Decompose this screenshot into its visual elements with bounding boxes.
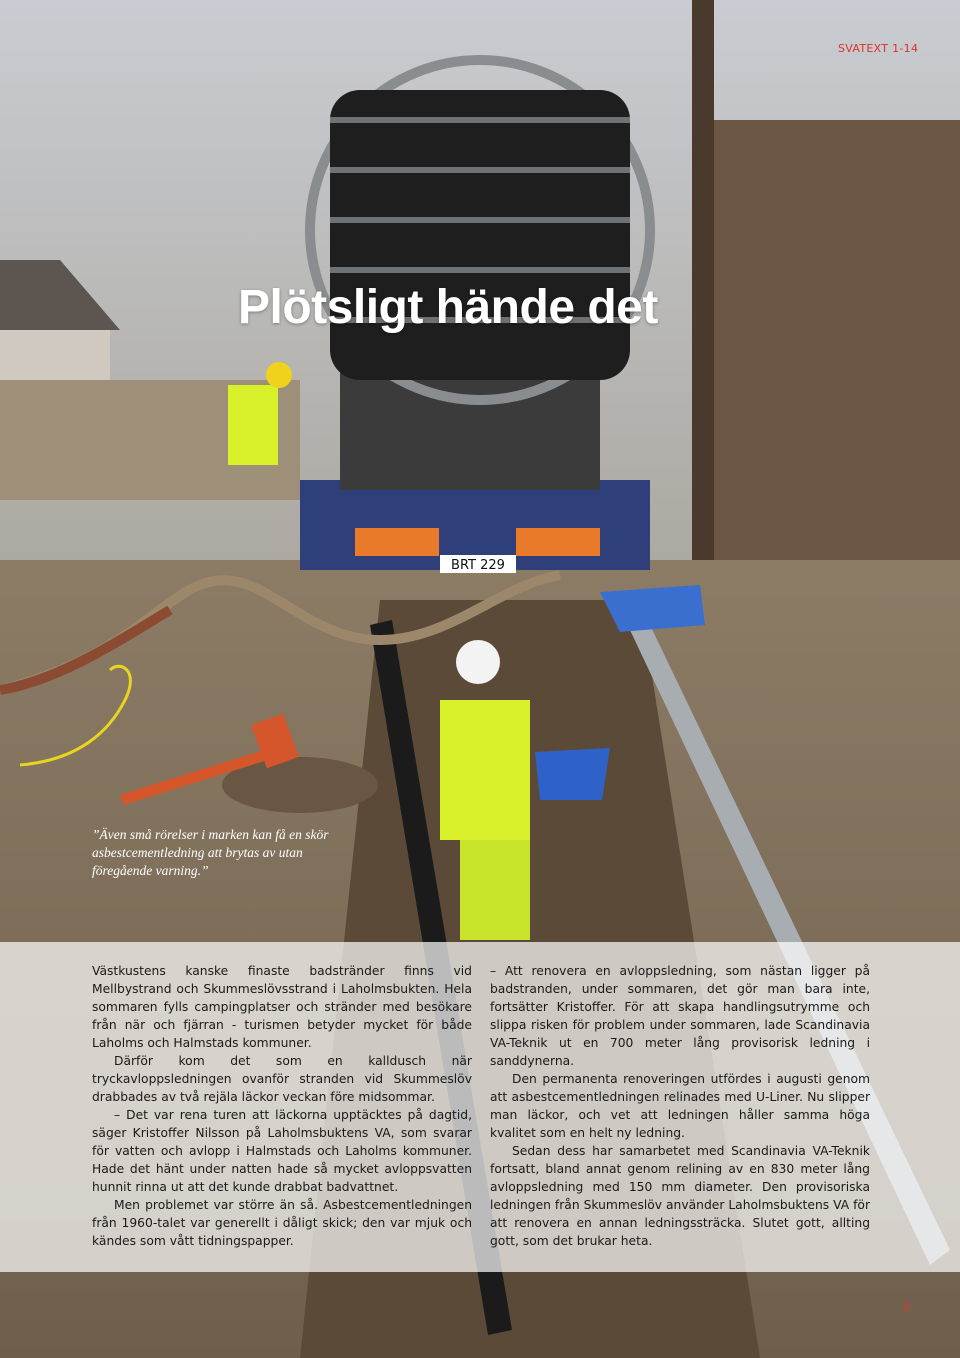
page-number: 3: [902, 1300, 910, 1314]
pull-quote: ”Även små rörelser i marken kan få en skör asbestcementledning att brytas av utan föregående varning.”: [92, 827, 329, 878]
body-column-right: [490, 962, 870, 1250]
paragraph: Västkustens kanske finaste badstränder finns vid Mellbystrand och Skummeslövsstrand i Laholmsbukten. Hela sommaren fylls campingplatser och stränder med besökare från när och fjärran - turismen betyder mycket för både Laholms och Halmstads kommuner.: [92, 964, 472, 1050]
paragraph: Därför kom det som en kalldusch när tryckavloppsledningen ovanför stranden vid Skummeslöv drabbades av två rejäla läckor veckan före midsommar.: [92, 1054, 472, 1104]
section-tag: SVATEXT 1-14: [838, 42, 919, 55]
body-column-left: [92, 962, 472, 1250]
paragraph: – Att renovera en avloppsledning, som nästan ligger på badstranden, under sommaren, det gör man bara inte, fortsätter Kristoffer. För att skapa handlingsutrymme och slippa risken för problem under sommaren, lade Scandinavia VA-Teknik ut en 700 meter lång provisorisk ledning i sanddynerna.: [490, 964, 870, 1068]
paragraph: Sedan dess har samarbetet med Scandinavia VA-Teknik fortsatt, bland annat genom relining av en 830 meter lång avloppsledning med 150 mm diameter. Den provisoriska ledningen från Skummeslöv använder Laholmsbuktens VA för att renovera en annan ledningssträcka. Slutet gott, allting gott, som det brukar heta.: [490, 1144, 870, 1248]
headline: Plötsligt hände det: [238, 281, 658, 334]
paragraph: Den permanenta renoveringen utfördes i augusti genom att asbestcementledningen relinades med U-Liner. Nu slipper man läckor, och vet att ledningen håller samma höga kvalitet som en helt ny ledning.: [490, 1072, 870, 1140]
paragraph: – Det var rena turen att läckorna upptäcktes på dagtid, säger Kristoffer Nilsson på Laholmsbuktens VA, som svarar för vatten och avlopp i Halmstads och Laholms kommuner. Hade det hänt under natten hade så mycket avloppsvatten hunnit rinna ut att det kunde drabbat badvattnet.: [92, 1108, 472, 1194]
paragraph: Men problemet var större än så. Asbestcementledningen från 1960-talet var generellt i dåligt skick; den var mjuk och kändes som vått tidningspapper.: [92, 1198, 472, 1248]
license-plate: BRT 229: [451, 558, 505, 573]
